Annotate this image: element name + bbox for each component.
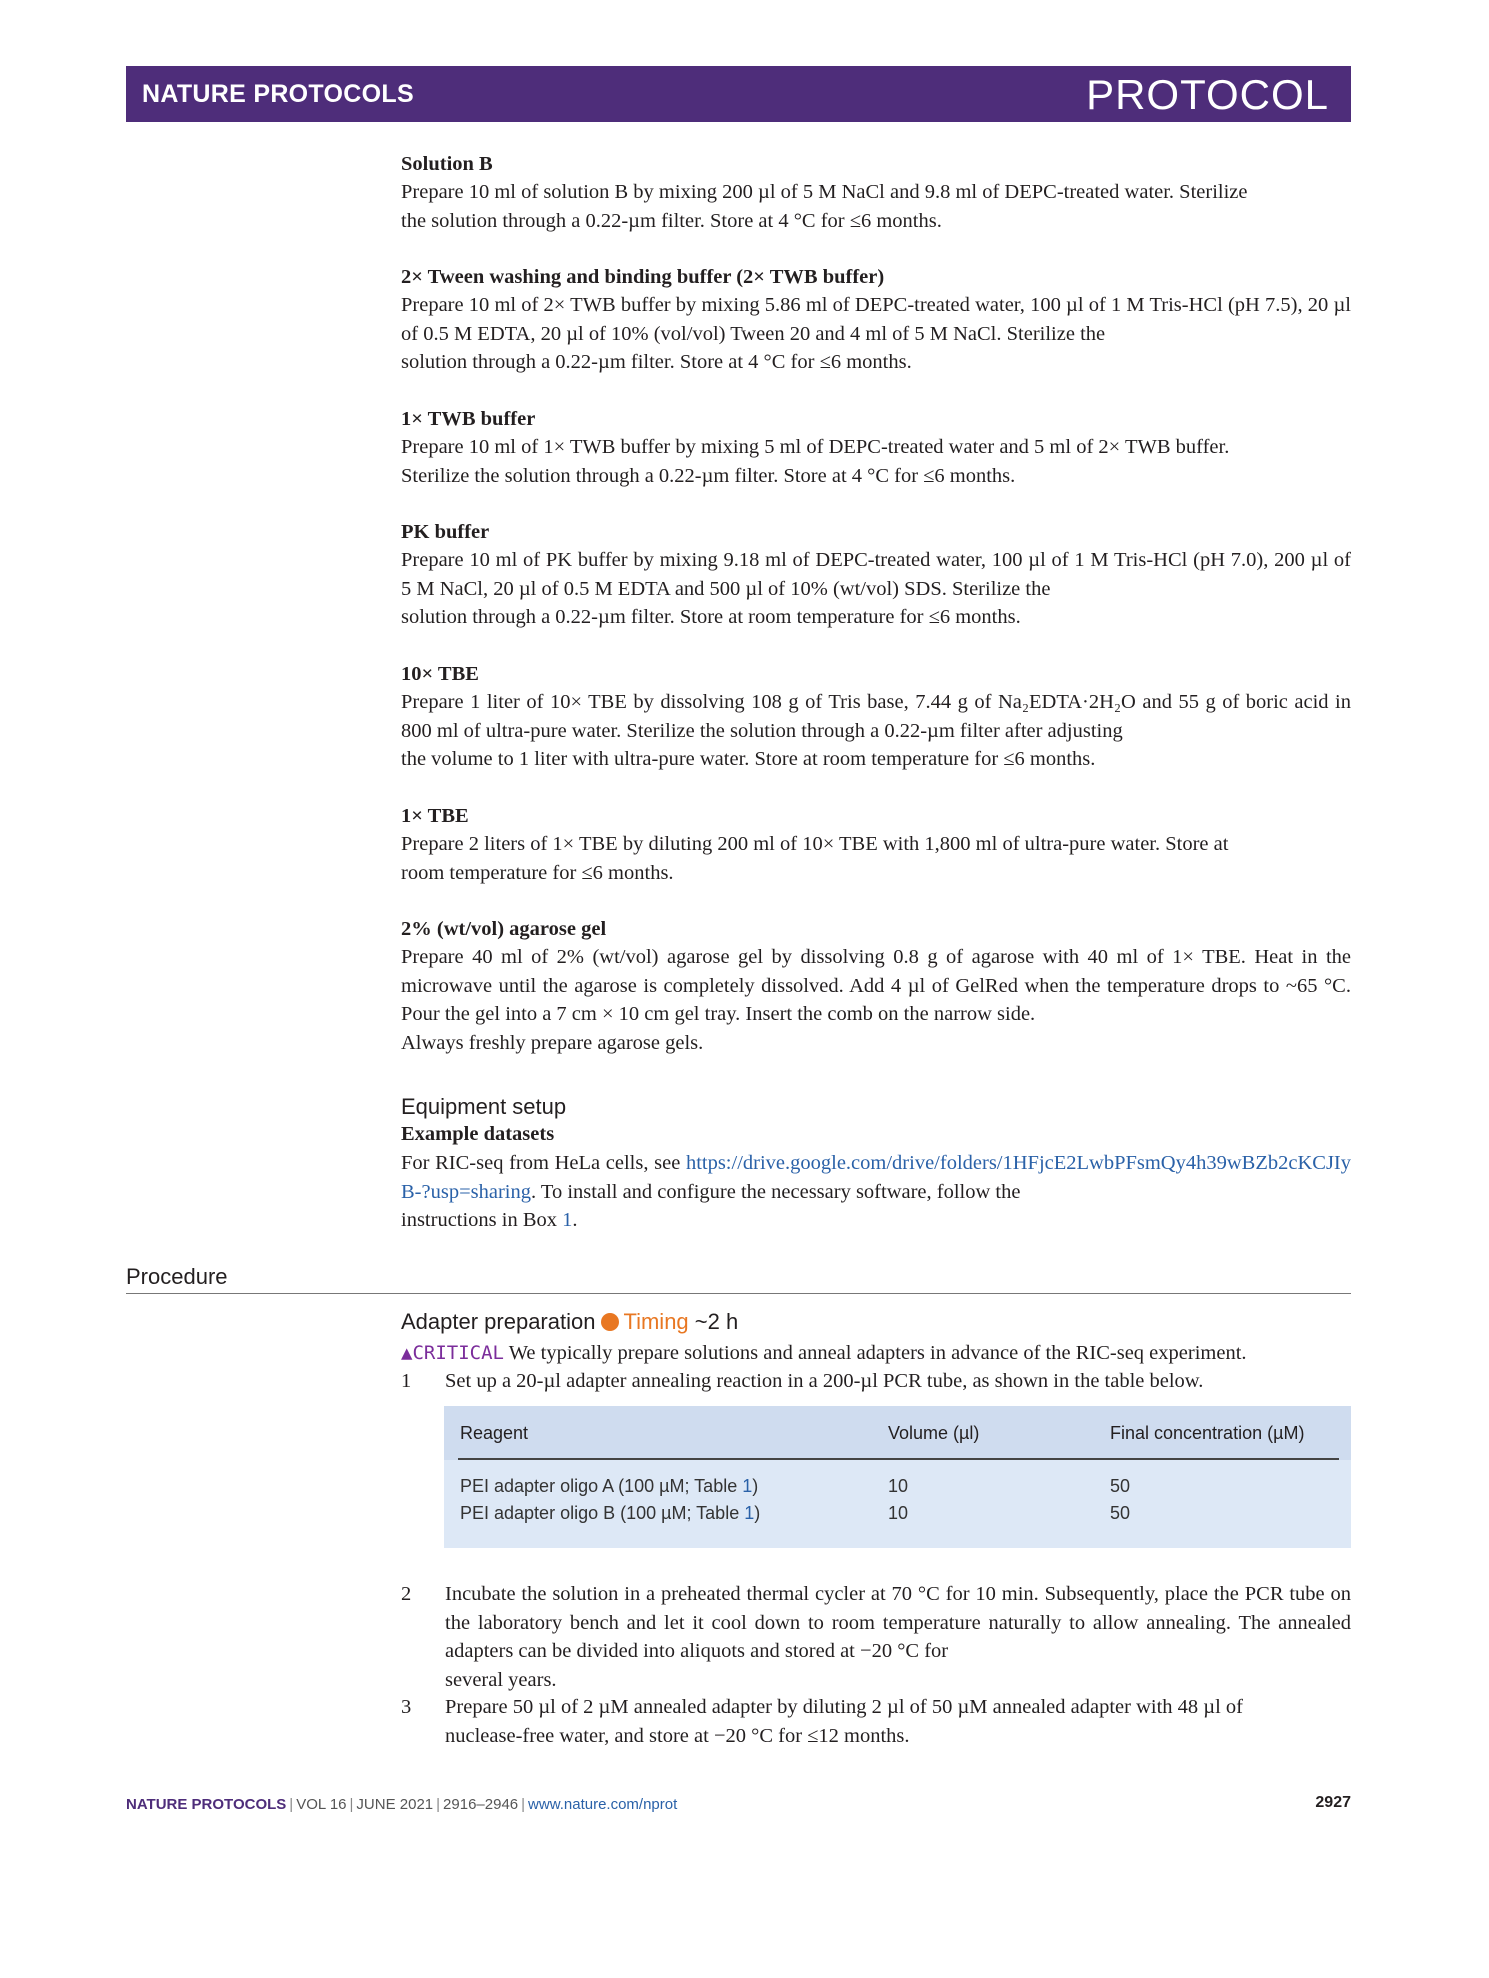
volume-cell: 10 — [888, 1476, 909, 1496]
section-body: Prepare 10 ml of solution B by mixing 200 µl of 5 M NaCl and 9.8 ml of DEPC-treated water. Sterilize the solution through a 0.22-µm filter. Store at 4 °C for ≤6 months. — [401, 181, 1248, 232]
page-number: 2927 — [1315, 1794, 1351, 1811]
section-title: Solution B — [401, 153, 493, 175]
footer-pages: 2916–2946 — [443, 1796, 519, 1813]
procedure-step — [401, 1580, 1351, 1694]
column-header-volume: Volume (µl) — [888, 1423, 980, 1443]
section-2x-twb-buffer — [401, 263, 1351, 377]
column-header-concentration: Final concentration (µM) — [1110, 1423, 1305, 1443]
section-title: 2× Tween washing and binding buffer (2× TWB buffer) — [401, 266, 885, 288]
section-1x-tbe — [401, 802, 1351, 887]
timing-dot-icon — [601, 1313, 619, 1331]
section-title: PK buffer — [401, 521, 490, 543]
table-reference-link[interactable]: 1 — [744, 1503, 755, 1523]
adapter-annealing-table — [444, 1406, 1351, 1548]
procedure-step — [401, 1367, 1351, 1396]
page-footer: NATURE PROTOCOLS | VOL 16 | JUNE 2021 | 2916–2946 | www.nature.com/nprot — [126, 1796, 678, 1813]
article-type: PROTOCOL — [1086, 71, 1329, 118]
section-body: Prepare 10 ml of PK buffer by mixing 9.18 ml of DEPC-treated water, 100 µl of 1 M Tris-HCl (pH 7.0), 200 µl of 5 M NaCl, 20 µl of 0.5 M EDTA and 500 µl of 10% (wt/vol) SDS. Sterilize the solution through a 0.22-µm filter. Store at room temperature for ≤6 months. — [401, 549, 1351, 628]
procedure-heading: Procedure — [126, 1264, 228, 1289]
section-body: Prepare 2 liters of 1× TBE by diluting 200 ml of 10× TBE with 1,800 ml of ultra-pure water. Store at room temperature for ≤6 months. — [401, 833, 1229, 884]
section-agarose-gel — [401, 915, 1351, 1057]
table-header-row — [444, 1406, 1351, 1460]
section-body: Prepare 40 ml of 2% (wt/vol) agarose gel by dissolving 0.8 g of agarose with 40 ml of 1× TBE. Heat in the microwave until the agarose is completely dissolved. Add 4 µl of GelRed when the temperature drops to ~65 °C. Pour the gel into a 7 cm × 10 cm gel tray. Insert the comb on the narrow side. Always freshly prepare agarose gels. — [401, 946, 1351, 1054]
concentration-cell: 50 — [1110, 1476, 1131, 1496]
step-text: Set up a 20-µl adapter annealing reaction in a 200-µl PCR tube, as shown in the table below. — [445, 1370, 1204, 1392]
critical-note — [401, 1339, 1247, 1367]
footer-date: JUNE 2021 — [356, 1796, 434, 1813]
journal-header-bar — [126, 66, 1351, 122]
equipment-body: For RIC-seq from HeLa cells, see https://drive.google.com/drive/folders/1HFjcE2LwbPFsmQy4h39wBZb2cKCJIyB-?usp=sharing. To install and configure the necessary software, follow the instructions in Box 1. — [401, 1152, 1351, 1231]
step-number: 3 — [401, 1696, 412, 1718]
footer-journal: NATURE PROTOCOLS — [126, 1796, 287, 1813]
example-datasets-subheading: Example datasets — [401, 1123, 555, 1145]
section-body: Prepare 10 ml of 1× TWB buffer by mixing 5 ml of DEPC-treated water and 5 ml of 2× TWB buffer. Sterilize the solution through a 0.22-µm filter. Store at 4 °C for ≤6 months. — [401, 436, 1230, 487]
concentration-cell: 50 — [1110, 1503, 1131, 1523]
step-text: Incubate the solution in a preheated thermal cycler at 70 °C for 10 min. Subsequently, place the PCR tube on the laboratory bench and let it cool down to room temperature naturally to allow annealing. The annealed adapters can be divided into aliquots and stored at −20 °C for several years. — [445, 1583, 1351, 1691]
procedure-divider — [126, 1293, 1351, 1294]
table-reference-link[interactable]: 1 — [742, 1476, 753, 1496]
section-title: 1× TBE — [401, 805, 469, 827]
equipment-setup-heading: Equipment setup — [401, 1094, 567, 1119]
volume-cell: 10 — [888, 1503, 909, 1523]
critical-label: ▲CRITICAL — [401, 1342, 504, 1364]
section-solution-b — [401, 150, 1351, 235]
section-1x-twb-buffer — [401, 405, 1351, 490]
procedure-step — [401, 1693, 1351, 1750]
step-number: 1 — [401, 1370, 412, 1392]
footer-volume: VOL 16 — [296, 1796, 347, 1813]
section-title: 2% (wt/vol) agarose gel — [401, 918, 607, 940]
timing-value: ~2 h — [694, 1309, 739, 1334]
footer-url-link[interactable]: www.nature.com/nprot — [528, 1796, 678, 1813]
column-header-reagent: Reagent — [460, 1423, 529, 1443]
section-pk-buffer — [401, 518, 1351, 632]
box-reference-link[interactable]: 1 — [562, 1209, 573, 1231]
section-body: Prepare 1 liter of 10× TBE by dissolving 108 g of Tris base, 7.44 g of Na₂EDTA·2H₂O and 55 g of boric acid in 800 ml of ultra-pure water. Sterilize the solution through a 0.22-µm filter after adjusting the volume to 1 liter with ultra-pure water. Store at room temperature for ≤6 months. — [401, 691, 1351, 770]
critical-text: We typically prepare solutions and anneal adapters in advance of the RIC-seq experiment. — [508, 1342, 1247, 1364]
section-10x-tbe — [401, 660, 1351, 774]
reagent-cell: PEI adapter oligo A (100 µM; Table 1) — [460, 1476, 759, 1496]
timing-label: Timing — [623, 1309, 689, 1334]
dataset-link[interactable]: https://drive.google.com/drive/folders/1HFjcE2LwbPFsmQy4h39wBZb2cKCJIyB-?usp=sharing — [401, 1152, 1351, 1203]
reagent-cell: PEI adapter oligo B (100 µM; Table 1) — [460, 1503, 761, 1523]
section-body: Prepare 10 ml of 2× TWB buffer by mixing 5.86 ml of DEPC-treated water, 100 µl of 1 M Tris-HCl (pH 7.5), 20 µl of 0.5 M EDTA, 20 µl of 10% (vol/vol) Tween 20 and 4 ml of 5 M NaCl. Sterilize the solution through a 0.22-µm filter. Store at 4 °C for ≤6 months. — [401, 294, 1351, 373]
section-title: 10× TBE — [401, 663, 479, 685]
step-number: 2 — [401, 1583, 412, 1605]
table-header-rule — [458, 1458, 1339, 1460]
step-text: Prepare 50 µl of 2 µM annealed adapter by diluting 2 µl of 50 µM annealed adapter with 48 µl of nuclease-free water, and store at −20 °C for ≤12 months. — [445, 1696, 1243, 1747]
section-title: 1× TWB buffer — [401, 408, 536, 430]
adapter-preparation-heading: Adapter preparation Timing ~2 h — [401, 1309, 739, 1334]
journal-name: NATURE PROTOCOLS — [142, 80, 414, 108]
